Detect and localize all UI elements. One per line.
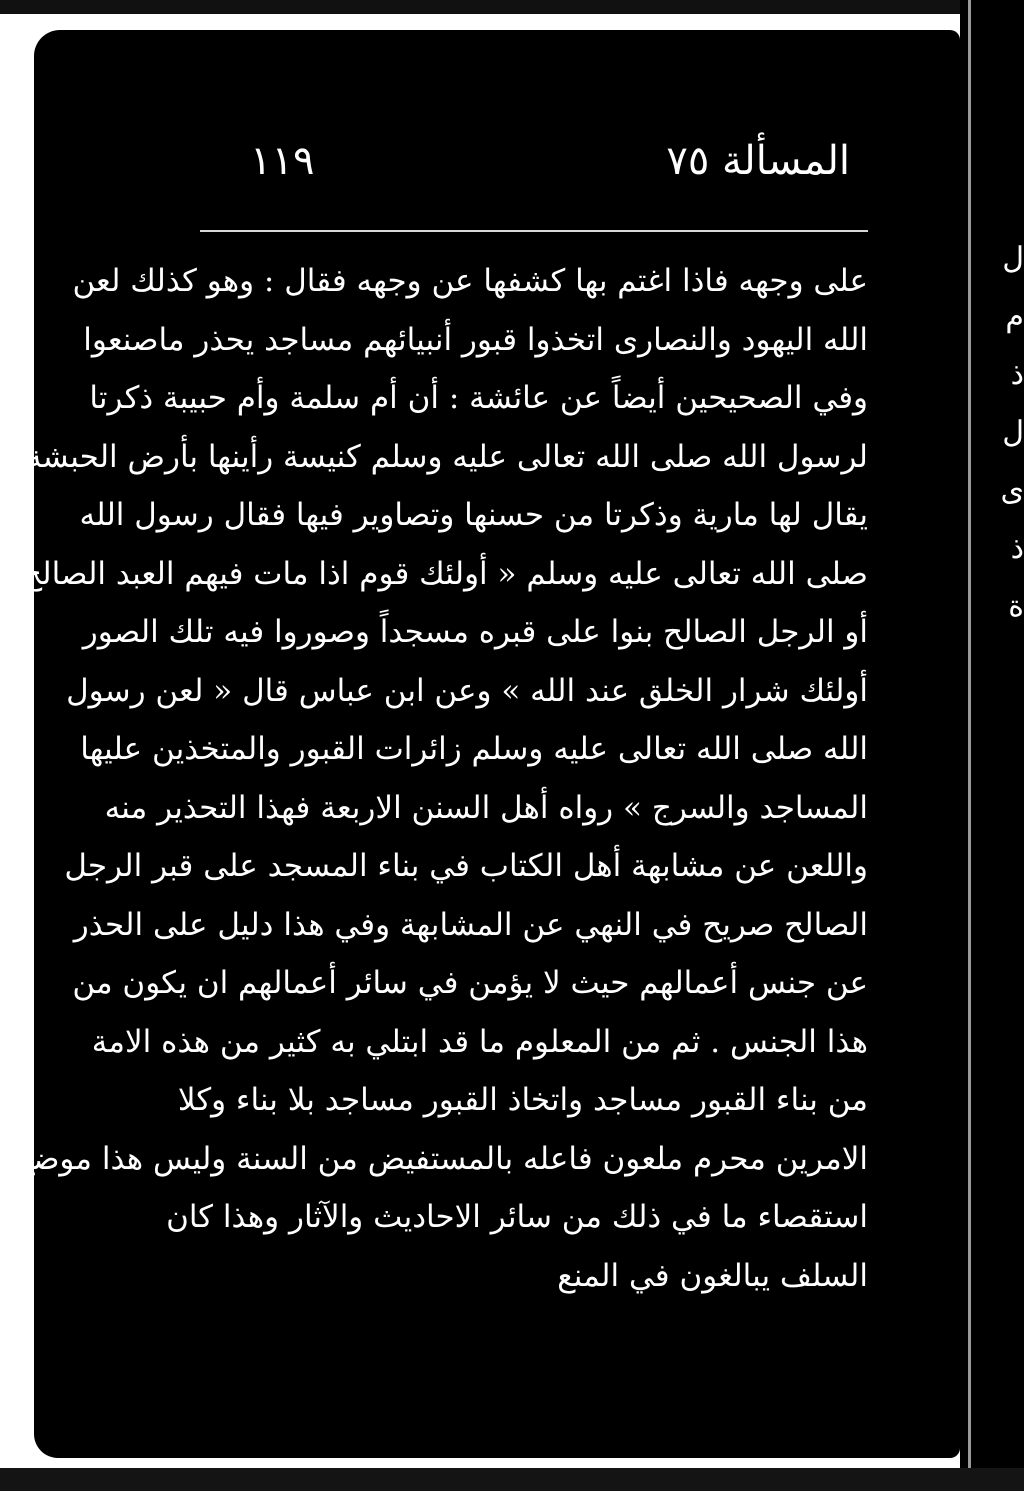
text-line: الصالح صريح في النهي عن المشابهة وفي هذا دليل على الحذر xyxy=(73,906,868,943)
fragment-line: ى xyxy=(1000,473,1024,508)
fragment-line: م xyxy=(1005,299,1024,334)
page-number: ١١٩ xyxy=(250,138,315,184)
text-line: أو الرجل الصالح بنوا على قبره مسجداً وصوروا فيه تلك الصور xyxy=(82,614,868,650)
next-page-fragment xyxy=(978,230,1024,650)
scan-border-right xyxy=(960,0,1024,1491)
running-head: المسألة ٧٥ xyxy=(666,138,850,184)
scan-border-top xyxy=(0,0,1024,14)
text-line: على وجهه فاذا اغتم بها كشفها عن وجهه فقال : وهو كذلك لعن xyxy=(72,263,868,299)
book-gutter xyxy=(968,0,971,1491)
text-line: أولئك شرار الخلق عند الله » وعن ابن عباس قال « لعن رسول xyxy=(66,672,868,709)
fragment-line: ذ xyxy=(1010,531,1024,566)
text-line: المساجد والسرج » رواه أهل السنن الاربعة فهذا التحذير منه xyxy=(104,789,868,826)
fragment-line: ل xyxy=(1002,241,1024,276)
page-header xyxy=(250,136,850,196)
text-line: واللعن عن مشابهة أهل الكتاب في بناء المسجد على قبر الرجل xyxy=(64,848,868,884)
text-line: الامرين محرم ملعون فاعله بالمستفيض من السنة وليس هذا موضع xyxy=(16,1140,868,1177)
text-line: وفي الصحيحين أيضاً عن عائشة : أن أم سلمة وأم حبيبة ذكرتا xyxy=(89,380,868,416)
text-line: السلف يبالغون في المنع xyxy=(557,1257,868,1294)
text-line: من بناء القبور مساجد واتخاذ القبور مساجد بلا بناء وكلا xyxy=(177,1082,868,1118)
header-rule xyxy=(200,230,868,232)
text-line: استقصاء ما في ذلك من سائر الاحاديث والآثار وهذا كان xyxy=(166,1199,868,1235)
text-line: لرسول الله صلى الله تعالى عليه وسلم كنيسة رأينها بأرض الحبشة xyxy=(25,438,868,475)
text-line: عن جنس أعمالهم حيث لا يؤمن في سائر أعمالهم ان يكون من xyxy=(72,965,868,1001)
body-text xyxy=(16,252,868,1305)
text-line: يقال لها مارية وذكرتا من حسنها وتصاوير فيها فقال رسول الله xyxy=(79,497,868,533)
text-line: هذا الجنس . ثم من المعلوم ما قد ابتلي به كثير من هذه الامة xyxy=(91,1023,868,1060)
fragment-line: ذ xyxy=(1010,357,1024,392)
text-line: الله اليهود والنصارى اتخذوا قبور أنبيائهم مساجد يحذر ماصنعوا xyxy=(83,321,868,358)
scan-border-bottom xyxy=(0,1468,1024,1491)
fragment-line: ة xyxy=(1008,589,1024,624)
text-line: الله صلى الله تعالى عليه وسلم زائرات القبور والمتخذين عليها xyxy=(80,731,868,767)
fragment-line: ل xyxy=(1002,415,1024,450)
text-line: صلى الله تعالى عليه وسلم « أولئك قوم اذا مات فيهم العبد الصالح xyxy=(22,555,868,592)
